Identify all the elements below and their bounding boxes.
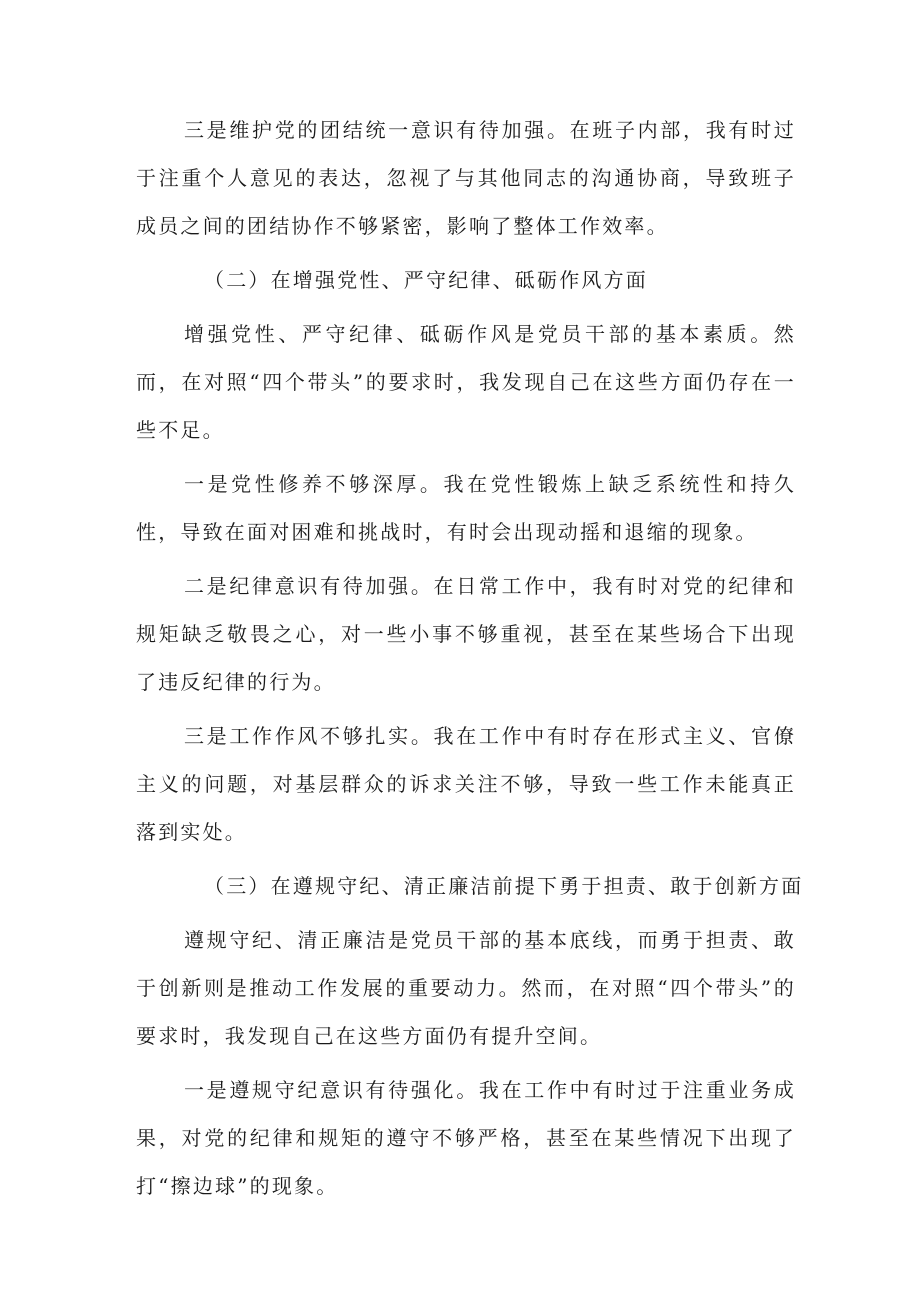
section-heading-3: （三）在遵规守纪、清正廉洁前提下勇于担责、敢于创新方面 — [204, 874, 804, 898]
paragraph-work-style: 三是工作作风不够扎实。我在工作中有时存在形式主义、官僚主义的问题，对基层群众的诉求关注不够，导致一些工作未能真正落到实处。 — [136, 724, 796, 844]
paragraph-discipline-awareness: 二是纪律意识有待加强。在日常工作中，我有时对党的纪律和规矩缺乏敬畏之心，对一些小事不够重视，甚至在某些场合下出现了违反纪律的行为。 — [136, 574, 796, 694]
document-body — [136, 106, 804, 1216]
paragraph-section-3-intro: 遵规守纪、清正廉洁是党员干部的基本底线，而勇于担责、敢于创新则是推动工作发展的重要动力。然而，在对照“四个带头”的要求时，我发现自己在这些方面仍有提升空间。 — [136, 928, 796, 1048]
paragraph-rules-compliance: 一是遵规守纪意识有待强化。我在工作中有时过于注重业务成果，对党的纪律和规矩的遵守不够严格，甚至在某些情况下出现了打“擦边球”的现象。 — [136, 1078, 796, 1198]
paragraph-section-2-intro: 增强党性、严守纪律、砥砺作风是党员干部的基本素质。然而，在对照“四个带头”的要求时，我发现自己在这些方面仍存在一些不足。 — [136, 322, 796, 442]
paragraph-party-cultivation: 一是党性修养不够深厚。我在党性锻炼上缺乏系统性和持久性，导致在面对困难和挑战时，有时会出现动摇和退缩的现象。 — [136, 472, 796, 544]
paragraph-unity-awareness: 三是维护党的团结统一意识有待加强。在班子内部，我有时过于注重个人意见的表达，忽视了与其他同志的沟通协商，导致班子成员之间的团结协作不够紧密，影响了整体工作效率。 — [136, 118, 796, 238]
section-heading-2: （二）在增强党性、严守纪律、砥砺作风方面 — [204, 268, 648, 292]
